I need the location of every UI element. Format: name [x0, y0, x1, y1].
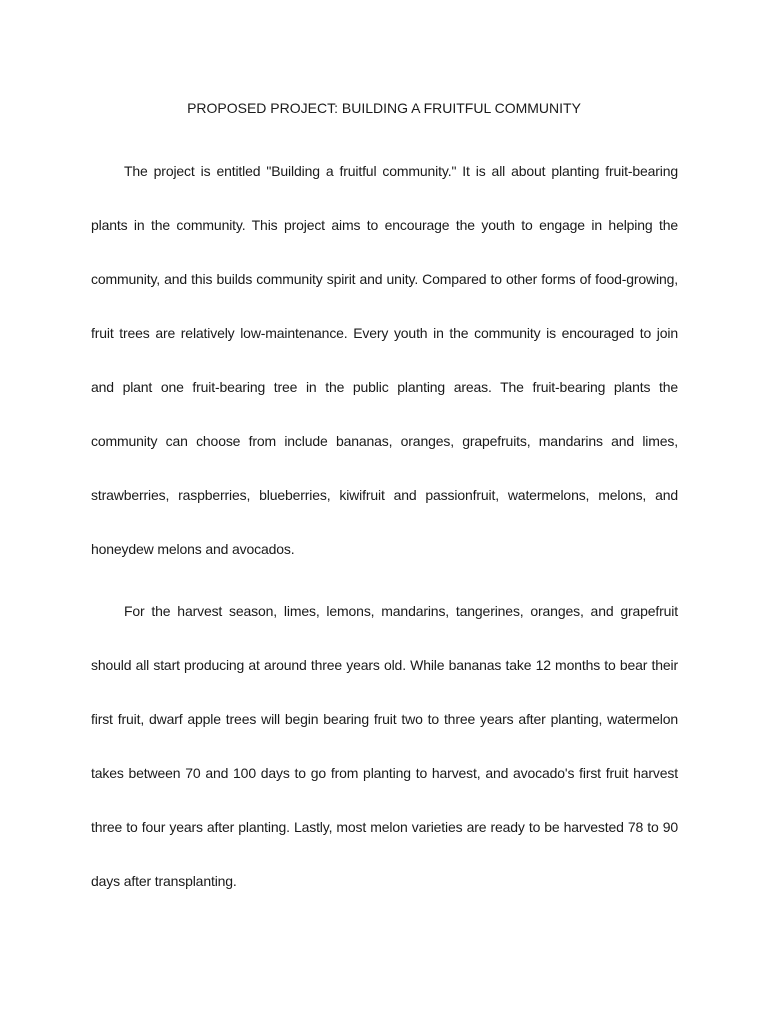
document-title: PROPOSED PROJECT: BUILDING A FRUITFUL COMMUNITY — [187, 100, 581, 116]
paragraph-harvest-season: For the harvest season, limes, lemons, mandarins, tangerines, oranges, and grapefruit should all start producing at around three years old. While bananas take 12 months to bear their first fruit, dwarf apple trees will begin bearing fruit two to three years after planting, watermelon takes between 70 and 100 days to go from planting to harvest, and avocado's first fruit harvest three to four years after planting. Lastly, most melon varieties are ready to be harvested 78 to 90 days after transplanting. — [91, 603, 678, 889]
paragraph-introduction: The project is entitled "Building a fruitful community." It is all about planting fruit-bearing plants in the community. This project aims to encourage the youth to engage in helping the community, and this builds community spirit and unity. Compared to other forms of food-growing, fruit trees are relatively low-maintenance. Every youth in the community is encouraged to join and plant one fruit-bearing tree in the public planting areas. The fruit-bearing plants the community can choose from include bananas, oranges, grapefruits, mandarins and limes, strawberries, raspberries, blueberries, kiwifruit and passionfruit, watermelons, melons, and honeydew melons and avocados. — [91, 163, 678, 557]
